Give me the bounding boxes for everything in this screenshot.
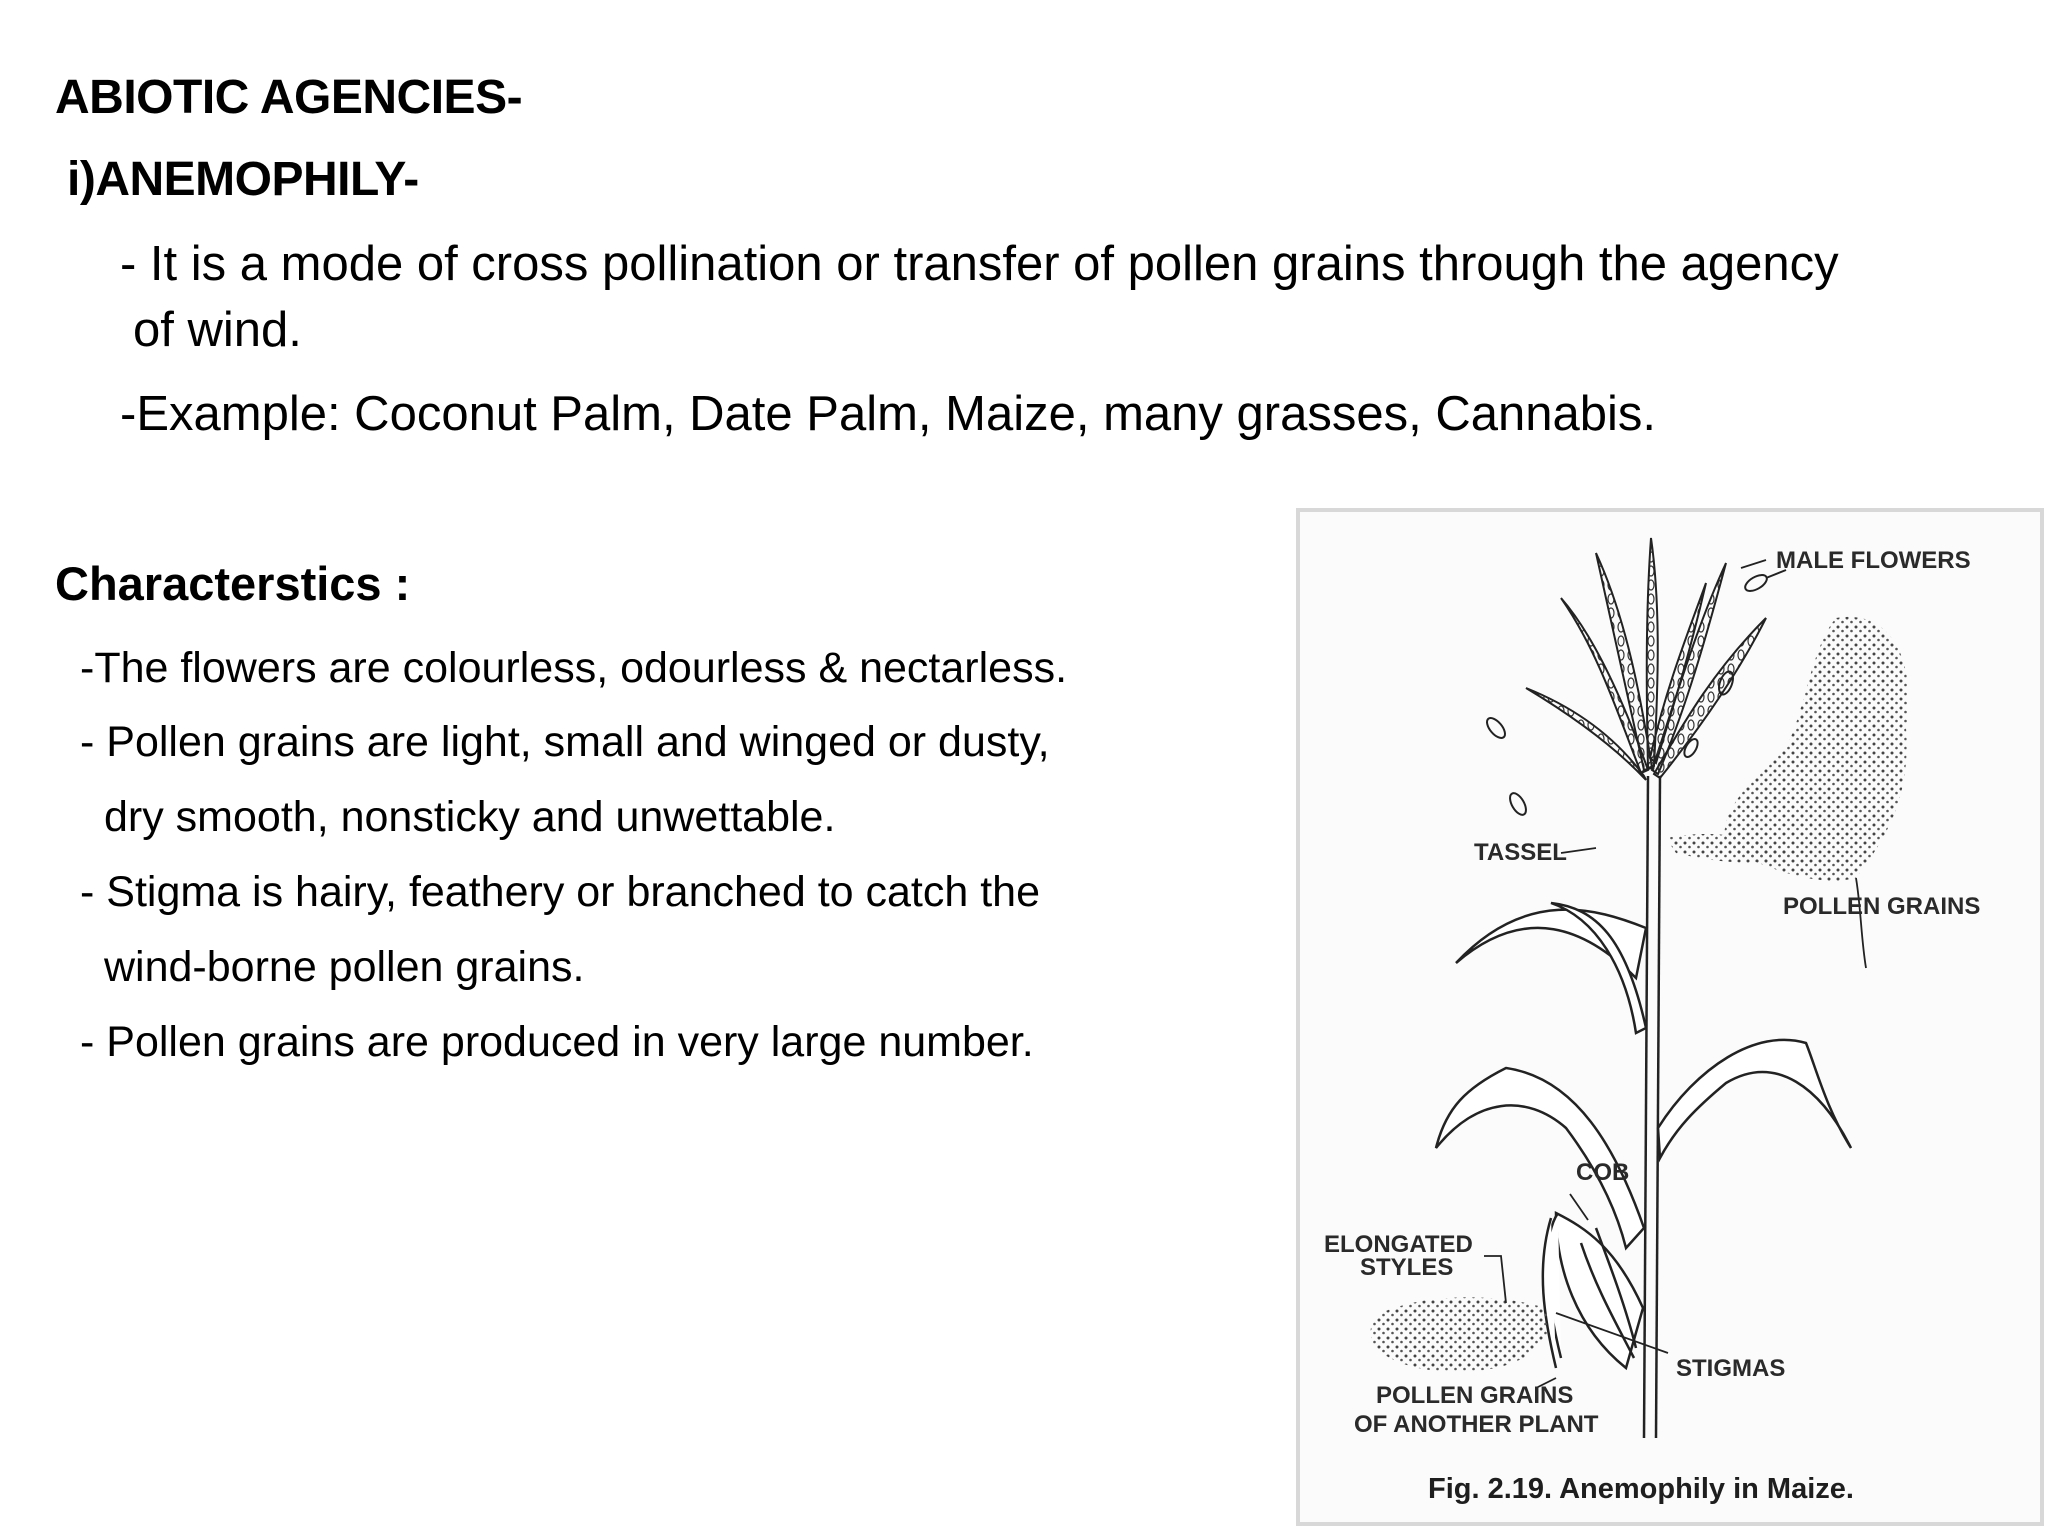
characteristic-line: -The flowers are colourless, odourless & nectarless. <box>80 644 1068 692</box>
label-of-another-plant: OF ANOTHER PLANT <box>1354 1411 1599 1438</box>
characteristic-line: - Stigma is hairy, feathery or branched to catch the <box>80 868 1041 916</box>
figure-border <box>1298 510 2042 1524</box>
definition-line-2: of wind. <box>133 303 302 357</box>
stalk <box>1644 776 1660 1438</box>
heading: ABIOTIC AGENCIES- <box>55 71 523 124</box>
label-male-flowers: MALE FLOWERS <box>1776 547 1971 574</box>
pollen-patch-lower <box>1371 1297 1549 1372</box>
definition-line-1: - It is a mode of cross pollination or transfer of pollen grains through the agency <box>120 237 1839 291</box>
leaves <box>1436 903 1851 1248</box>
label-styles: STYLES <box>1360 1254 1454 1281</box>
example-text: -Example: Coconut Palm, Date Palm, Maize, many grasses, Cannabis. <box>120 387 1656 441</box>
characteristic-line: dry smooth, nonsticky and unwettable. <box>104 793 836 841</box>
subheading: i)ANEMOPHILY- <box>67 153 419 206</box>
maize-plant-illustration <box>1296 508 2044 1526</box>
characteristic-line: - Pollen grains are produced in very large number. <box>80 1018 1034 1066</box>
label-tassel: TASSEL <box>1474 839 1567 866</box>
label-cob: COB <box>1576 1159 1630 1186</box>
characteristic-line: wind-borne pollen grains. <box>104 943 585 991</box>
label-stigmas: STIGMAS <box>1676 1355 1786 1382</box>
tassel-spikes <box>1526 538 1766 780</box>
characteristic-line: - Pollen grains are light, small and winged or dusty, <box>80 718 1050 766</box>
label-pollen-grains-another: POLLEN GRAINS <box>1376 1382 1574 1409</box>
figure-caption: Fig. 2.19. Anemophily in Maize. <box>1428 1473 1854 1505</box>
label-elongated: ELONGATED <box>1324 1231 1473 1258</box>
label-pollen-grains: POLLEN GRAINS <box>1783 893 1981 920</box>
characteristics-title: Characterstics : <box>55 557 411 610</box>
maize-anemophily-figure <box>1296 508 2044 1526</box>
